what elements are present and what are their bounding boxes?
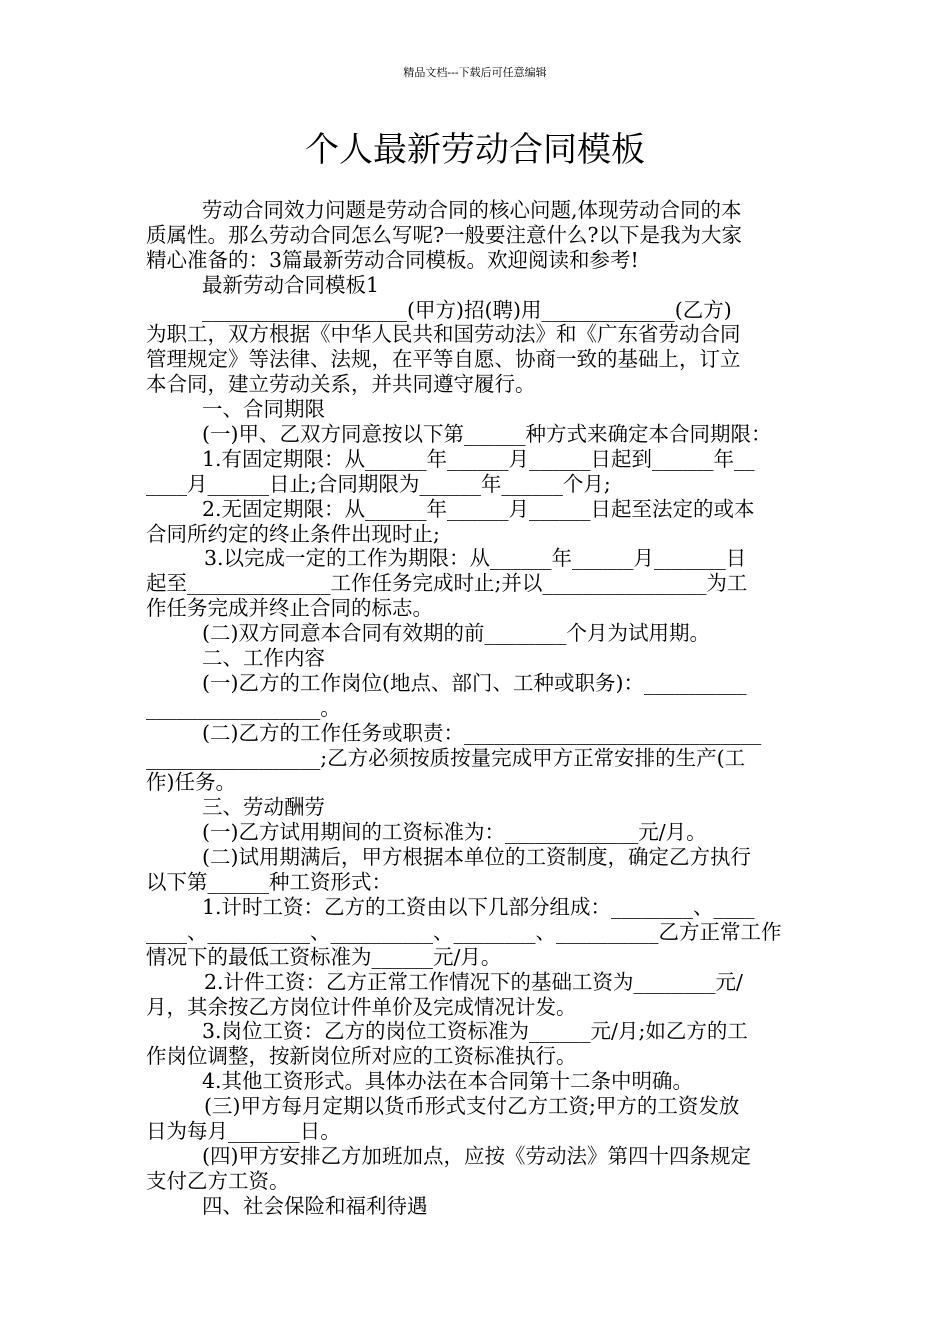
section-heading: 最新劳动合同模板1 [202,272,380,297]
paragraph-line: (二)双方同意本合同有效期的前________个月为试用期。 [202,621,710,646]
paragraph-line: 质属性。那么劳动合同怎么写呢?一般要注意什么?以下是我为大家 [146,222,742,247]
section-heading: 三、劳动酬劳 [202,795,325,820]
paragraph-line: (一)甲、乙双方同意按以下第______种方式来确定本合同期限： [202,422,772,447]
section-heading: 二、工作内容 [202,646,325,671]
paragraph-line: 3.岗位工资：乙方的岗位工资标准为______元/月;如乙方的工 [202,1019,748,1044]
paragraph-line: 日为每月_______日。 [146,1118,341,1143]
paragraph-line: 作任务完成并终止合同的标志。 [146,596,433,621]
paragraph-line: 为职工，双方根据《中华人民共和国劳动法》和《广东省劳动合同 [146,322,741,347]
paragraph-line: 作)任务。 [146,770,236,795]
paragraph-line: 4.其他工资形式。具体办法在本合同第十二条中明确。 [202,1069,694,1094]
paragraph-line: 2.无固定期限：从______年______月______日起至法定的或本 [202,496,755,521]
document-body [146,198,812,1219]
paragraph-line: 管理规定》等法律、法规，在平等自愿、协商一致的基础上，订立 [146,347,741,372]
paragraph-line: (二)乙方的工作任务或职责：_____________________________ [202,720,762,745]
header-note: 精品文档---下载后可任意编辑 [403,66,547,79]
paragraph-line: (一)乙方的工作岗位(地点、部门、工种或职务)：__________ [202,670,747,695]
paragraph-line: 1.有固定期限：从______年______月______日起到______年__ [202,446,755,471]
paragraph-line: 支付乙方工资。 [146,1168,290,1193]
paragraph-line: _________________;乙方必须按质按量完成甲方正常安排的生产(工 [146,745,746,770]
paragraph-line: ____月______日止;合同期限为______年______个月; [146,471,611,496]
paragraph-line: (三)甲方每月定期以货币形式支付乙方工资;甲方的工资发放 [204,1094,740,1119]
paragraph-line: 合同所约定的终止条件出现时止; [146,521,440,546]
paragraph-line: 情况下的最低工资标准为______元/月。 [146,944,502,969]
paragraph-line: 起至______________工作任务完成时止;并以________________为工 [146,571,748,596]
paragraph-line: 2.计件工资：乙方正常工作情况下的基础工资为________元/ [204,969,743,994]
paragraph-line: 3.以完成一定的工作为期限：从______年______月_______日 [204,546,747,571]
paragraph-line: ____________________(甲方)招(聘)用_____________(乙方) [202,297,732,322]
paragraph-line: 1.计时工资：乙方的工资由以下几部分组成：________、____ [202,894,755,919]
paragraph-line: (四)甲方安排乙方加班加点，应按《劳动法》第四十四条规定 [202,1143,751,1168]
section-heading: 四、社会保险和福利待遇 [202,1193,428,1218]
paragraph-line: ____、__________、__________、________、__________乙方正常工作 [146,919,782,944]
paragraph-line: _________________。 [146,695,341,720]
document-title: 个人最新劳动合同模板 [305,130,645,170]
paragraph-line: 本合同，建立劳动关系，并共同遵守履行。 [146,372,536,397]
paragraph-line: (二)试用期满后，甲方根据本单位的工资制度，确定乙方执行 [202,845,751,870]
paragraph-line: (一)乙方试用期间的工资标准为：_____________元/月。 [202,820,707,845]
paragraph-line: 月，其余按乙方岗位计件单价及完成情况计发。 [146,994,577,1019]
section-heading: 一、合同期限 [202,397,325,422]
paragraph-line: 作岗位调整，按新岗位所对应的工资标准执行。 [146,1044,577,1069]
paragraph-line: 精心准备的：3篇最新劳动合同模板。欢迎阅读和参考! [146,247,639,272]
paragraph-line: 以下第______种工资形式： [146,870,392,895]
paragraph-line: 劳动合同效力问题是劳动合同的核心问题,体现劳动合同的本 [202,198,742,222]
